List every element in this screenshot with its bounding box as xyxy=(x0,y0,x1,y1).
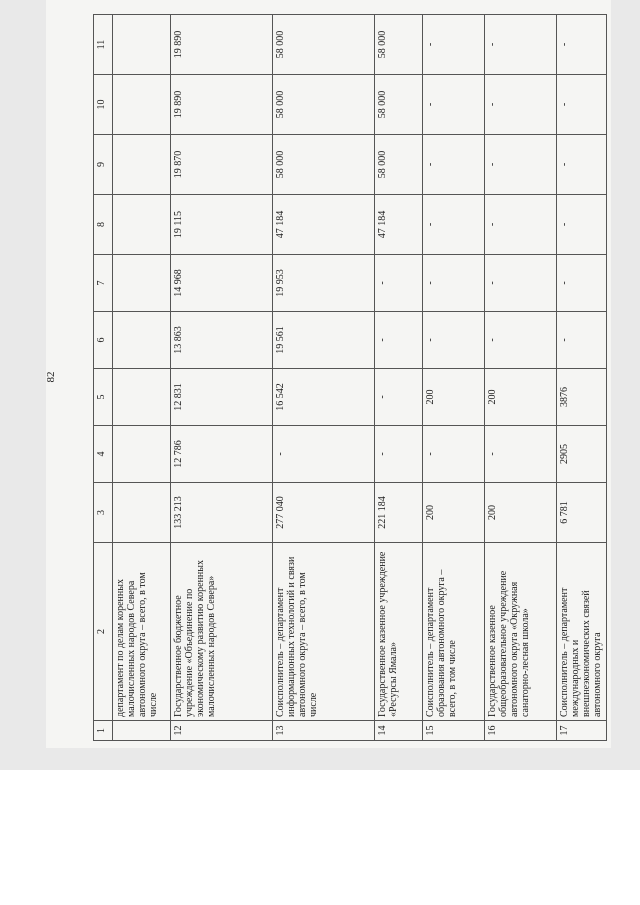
table-row xyxy=(273,15,375,741)
budget-table xyxy=(93,14,607,741)
row-name: Соисполнитель – департамент образования автономного округа – всего, в том числе xyxy=(423,543,485,721)
value-cell-col-8: 47 184 xyxy=(273,195,375,255)
value-cell-col-5: 3876 xyxy=(557,369,607,426)
value-cell-col-3: 200 xyxy=(485,483,557,543)
value-cell-col-5 xyxy=(113,369,171,426)
column-header-6: 6 xyxy=(94,312,113,369)
table-row xyxy=(375,15,423,741)
value-cell-col-3: 221 184 xyxy=(375,483,423,543)
value-cell-col-9: - xyxy=(557,135,607,195)
table-row xyxy=(423,15,485,741)
value-cell-col-11: - xyxy=(485,15,557,75)
value-cell-col-8 xyxy=(113,195,171,255)
value-cell-col-9: 19 870 xyxy=(171,135,273,195)
value-cell-col-11: 19 890 xyxy=(171,15,273,75)
value-cell-col-10: 58 000 xyxy=(273,75,375,135)
value-cell-col-6: - xyxy=(557,312,607,369)
value-cell-col-11: 58 000 xyxy=(375,15,423,75)
value-cell-col-4: 2905 xyxy=(557,426,607,483)
column-header-1: 1 xyxy=(94,721,113,741)
value-cell-col-8: 19 115 xyxy=(171,195,273,255)
value-cell-col-4: - xyxy=(423,426,485,483)
value-cell-col-5: 200 xyxy=(485,369,557,426)
value-cell-col-10: - xyxy=(485,75,557,135)
row-name: департамент по делам коренных малочисленных народов Севера автономного округа – всего, в том числе xyxy=(113,543,171,721)
value-cell-col-3: 200 xyxy=(423,483,485,543)
value-cell-col-10: 19 890 xyxy=(171,75,273,135)
rotated-table-wrapper xyxy=(93,15,603,741)
value-cell-col-5: 16 542 xyxy=(273,369,375,426)
value-cell-col-7: - xyxy=(557,255,607,312)
value-cell-col-7: - xyxy=(423,255,485,312)
column-header-3: 3 xyxy=(94,483,113,543)
table-row xyxy=(171,15,273,741)
row-name: Государственное казенное общеобразовательное учреждение автономного округа «Окружная санаторно-лесная школа» xyxy=(485,543,557,721)
value-cell-col-7: - xyxy=(485,255,557,312)
value-cell-col-7: 14 968 xyxy=(171,255,273,312)
value-cell-col-5: 200 xyxy=(423,369,485,426)
table-header-row xyxy=(94,15,113,741)
column-header-5: 5 xyxy=(94,369,113,426)
column-header-8: 8 xyxy=(94,195,113,255)
row-number: 17 xyxy=(557,721,607,741)
row-name: Соисполнитель – департамент международных и внешнеэкономических связей автономного округа xyxy=(557,543,607,721)
value-cell-col-8: 47 184 xyxy=(375,195,423,255)
page-number: 82 xyxy=(45,371,57,383)
value-cell-col-9: 58 000 xyxy=(273,135,375,195)
value-cell-col-10: 58 000 xyxy=(375,75,423,135)
value-cell-col-9 xyxy=(113,135,171,195)
value-cell-col-6: 13 863 xyxy=(171,312,273,369)
value-cell-col-11: - xyxy=(423,15,485,75)
value-cell-col-9: - xyxy=(485,135,557,195)
value-cell-col-4: - xyxy=(485,426,557,483)
value-cell-col-4: - xyxy=(375,426,423,483)
column-header-7: 7 xyxy=(94,255,113,312)
value-cell-col-3 xyxy=(113,483,171,543)
row-number: 12 xyxy=(171,721,273,741)
column-header-9: 9 xyxy=(94,135,113,195)
value-cell-col-8: - xyxy=(423,195,485,255)
value-cell-col-4: 12 786 xyxy=(171,426,273,483)
table-row xyxy=(485,15,557,741)
value-cell-col-5: 12 831 xyxy=(171,369,273,426)
column-header-11: 11 xyxy=(94,15,113,75)
value-cell-col-6 xyxy=(113,312,171,369)
value-cell-col-11: 58 000 xyxy=(273,15,375,75)
row-name: Соисполнитель – департамент информационных технологий и связи автономного округа – всего, в том числе xyxy=(273,543,375,721)
row-number: 16 xyxy=(485,721,557,741)
value-cell-col-3: 277 040 xyxy=(273,483,375,543)
value-cell-col-10: - xyxy=(557,75,607,135)
column-header-2: 2 xyxy=(94,543,113,721)
row-number: 15 xyxy=(423,721,485,741)
table-row xyxy=(557,15,607,741)
table-row xyxy=(113,15,171,741)
row-name: Государственное бюджетное учреждение «Объединение по экономическому развитию коренных малочисленных народов Севера» xyxy=(171,543,273,721)
value-cell-col-6: - xyxy=(375,312,423,369)
value-cell-col-10: - xyxy=(423,75,485,135)
value-cell-col-5: - xyxy=(375,369,423,426)
value-cell-col-3: 6 781 xyxy=(557,483,607,543)
value-cell-col-11: - xyxy=(557,15,607,75)
value-cell-col-11 xyxy=(113,15,171,75)
value-cell-col-9: - xyxy=(423,135,485,195)
value-cell-col-10 xyxy=(113,75,171,135)
row-name: Государственное казенное учреждение «Ресурсы Ямала» xyxy=(375,543,423,721)
column-header-10: 10 xyxy=(94,75,113,135)
row-number: 13 xyxy=(273,721,375,741)
column-header-4: 4 xyxy=(94,426,113,483)
row-number: 14 xyxy=(375,721,423,741)
value-cell-col-8: - xyxy=(485,195,557,255)
value-cell-col-6: - xyxy=(423,312,485,369)
value-cell-col-4: - xyxy=(273,426,375,483)
value-cell-col-8: - xyxy=(557,195,607,255)
row-number xyxy=(113,721,171,741)
value-cell-col-6: - xyxy=(485,312,557,369)
value-cell-col-7: 19 953 xyxy=(273,255,375,312)
value-cell-col-9: 58 000 xyxy=(375,135,423,195)
value-cell-col-3: 133 213 xyxy=(171,483,273,543)
value-cell-col-7 xyxy=(113,255,171,312)
value-cell-col-7: - xyxy=(375,255,423,312)
value-cell-col-6: 19 561 xyxy=(273,312,375,369)
value-cell-col-4 xyxy=(113,426,171,483)
